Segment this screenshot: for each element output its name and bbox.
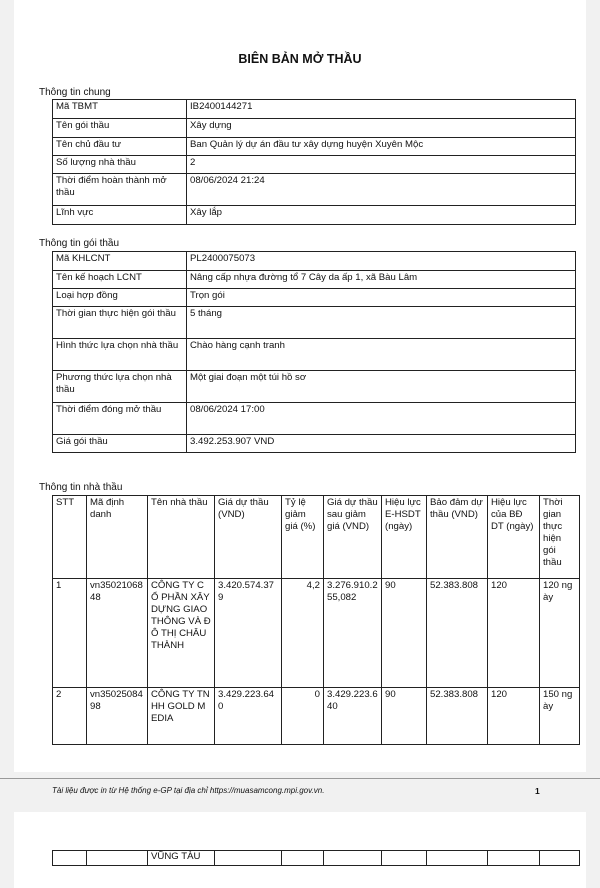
- continuation-table: [52, 850, 580, 866]
- row-value: Ban Quản lý dự án đầu tư xây dựng huyện Xuyên Mộc: [187, 138, 576, 156]
- table-row: [53, 138, 576, 156]
- package-info-table: [52, 251, 576, 453]
- column-header: Bảo đảm dự thầu (VND): [427, 496, 488, 579]
- bidder-info-heading: Thông tin nhà thầu: [39, 482, 123, 493]
- table-cell: vn3502508498: [87, 688, 148, 745]
- row-label: Mã TBMT: [53, 100, 187, 119]
- table-row: [53, 174, 576, 206]
- row-label: Loại hợp đồng: [53, 289, 187, 307]
- footer-divider: [0, 778, 600, 779]
- table-cell: CÔNG TY TNHH GOLD MEDIA: [148, 688, 215, 745]
- table-cell: 90: [382, 688, 427, 745]
- table-row: [53, 371, 576, 403]
- table-cell: [282, 851, 324, 866]
- column-header: Mã định danh: [87, 496, 148, 579]
- row-label: Thời điểm hoàn thành mở thầu: [53, 174, 187, 206]
- row-value: 3.492.253.907 VND: [187, 435, 576, 453]
- row-label: Số lượng nhà thầu: [53, 156, 187, 174]
- table-row: [53, 119, 576, 138]
- row-label: Tên gói thầu: [53, 119, 187, 138]
- table-cell: 52.383.808: [427, 688, 488, 745]
- row-value: 08/06/2024 17:00: [187, 403, 576, 435]
- table-row: [53, 579, 580, 688]
- table-cell: [427, 851, 488, 866]
- row-label: Tên chủ đầu tư: [53, 138, 187, 156]
- row-label: Tên kế hoạch LCNT: [53, 271, 187, 289]
- row-label: Thời gian thực hiện gói thầu: [53, 307, 187, 339]
- table-cell: 120 ngày: [540, 579, 580, 688]
- table-cell: vn3502106848: [87, 579, 148, 688]
- table-row: [53, 206, 576, 225]
- footer-note: Tài liệu được in từ Hệ thống e-GP tại địa chỉ https://muasamcong.mpi.gov.vn.: [52, 786, 325, 795]
- table-row: [53, 339, 576, 371]
- table-row: [53, 156, 576, 174]
- table-cell: 120: [488, 688, 540, 745]
- table-cell: 3.276.910.255,082: [324, 579, 382, 688]
- row-value: Chào hàng cạnh tranh: [187, 339, 576, 371]
- table-cell: 4,2: [282, 579, 324, 688]
- table-cell: 0: [282, 688, 324, 745]
- table-row: [53, 851, 580, 866]
- row-label: Thời điểm đóng mở thầu: [53, 403, 187, 435]
- row-value: IB2400144271: [187, 100, 576, 119]
- row-value: Một giai đoạn một túi hồ sơ: [187, 371, 576, 403]
- row-value: Trọn gói: [187, 289, 576, 307]
- table-row: [53, 307, 576, 339]
- row-label: Mã KHLCNT: [53, 252, 187, 271]
- table-cell: [324, 851, 382, 866]
- table-cell: 120: [488, 579, 540, 688]
- package-info-heading: Thông tin gói thầu: [39, 238, 120, 249]
- page-number: 1: [535, 786, 540, 796]
- table-cell: [382, 851, 427, 866]
- column-header: STT: [53, 496, 87, 579]
- table-cell: [488, 851, 540, 866]
- column-header: Hiệu lực của BĐ DT (ngày): [488, 496, 540, 579]
- column-header: Tên nhà thầu: [148, 496, 215, 579]
- row-value: 5 tháng: [187, 307, 576, 339]
- table-cell: [215, 851, 282, 866]
- table-row: [53, 252, 576, 271]
- table-row: [53, 403, 576, 435]
- table-cell: 1: [53, 579, 87, 688]
- table-cell: 2: [53, 688, 87, 745]
- table-cell: 90: [382, 579, 427, 688]
- document-title: BIÊN BẢN MỞ THẦU: [238, 52, 362, 66]
- table-cell: CÔNG TY CỔ PHẦN XÂY DỰNG GIAO THÔNG VÀ ĐÔ THỊ CHÂU THÀNH: [148, 579, 215, 688]
- table-cell: 3.429.223.640: [215, 688, 282, 745]
- table-cell: [87, 851, 148, 866]
- table-row: [53, 435, 576, 453]
- general-info-table: [52, 99, 576, 225]
- table-cell: 3.429.223.640: [324, 688, 382, 745]
- bidder-table: [52, 495, 580, 745]
- table-row: [53, 688, 580, 745]
- table-cell: 3.420.574.379: [215, 579, 282, 688]
- row-label: Giá gói thầu: [53, 435, 187, 453]
- row-value: PL2400075073: [187, 252, 576, 271]
- row-value: Xây lắp: [187, 206, 576, 225]
- table-cell: 150 ngày: [540, 688, 580, 745]
- row-value: 2: [187, 156, 576, 174]
- column-header: Giá dự thầu sau giảm giá (VND): [324, 496, 382, 579]
- row-value: Xây dựng: [187, 119, 576, 138]
- column-header: Tỷ lệ giảm giá (%): [282, 496, 324, 579]
- table-row: [53, 271, 576, 289]
- table-cell: [53, 851, 87, 866]
- table-row: [53, 289, 576, 307]
- table-header-row: [53, 496, 580, 579]
- table-cell: VŨNG TÀU: [148, 851, 215, 866]
- row-label: Phương thức lựa chọn nhà thầu: [53, 371, 187, 403]
- column-header: Giá dự thầu (VND): [215, 496, 282, 579]
- column-header: Hiệu lực E-HSDT (ngày): [382, 496, 427, 579]
- row-label: Lĩnh vực: [53, 206, 187, 225]
- general-info-heading: Thông tin chung: [39, 87, 111, 98]
- table-cell: [540, 851, 580, 866]
- row-value: Nâng cấp nhựa đường tổ 7 Cây da ấp 1, xã Bàu Lâm: [187, 271, 576, 289]
- row-value: 08/06/2024 21:24: [187, 174, 576, 206]
- column-header: Thời gian thực hiện gói thầu: [540, 496, 580, 579]
- table-cell: 52.383.808: [427, 579, 488, 688]
- row-label: Hình thức lựa chọn nhà thầu: [53, 339, 187, 371]
- table-row: [53, 100, 576, 119]
